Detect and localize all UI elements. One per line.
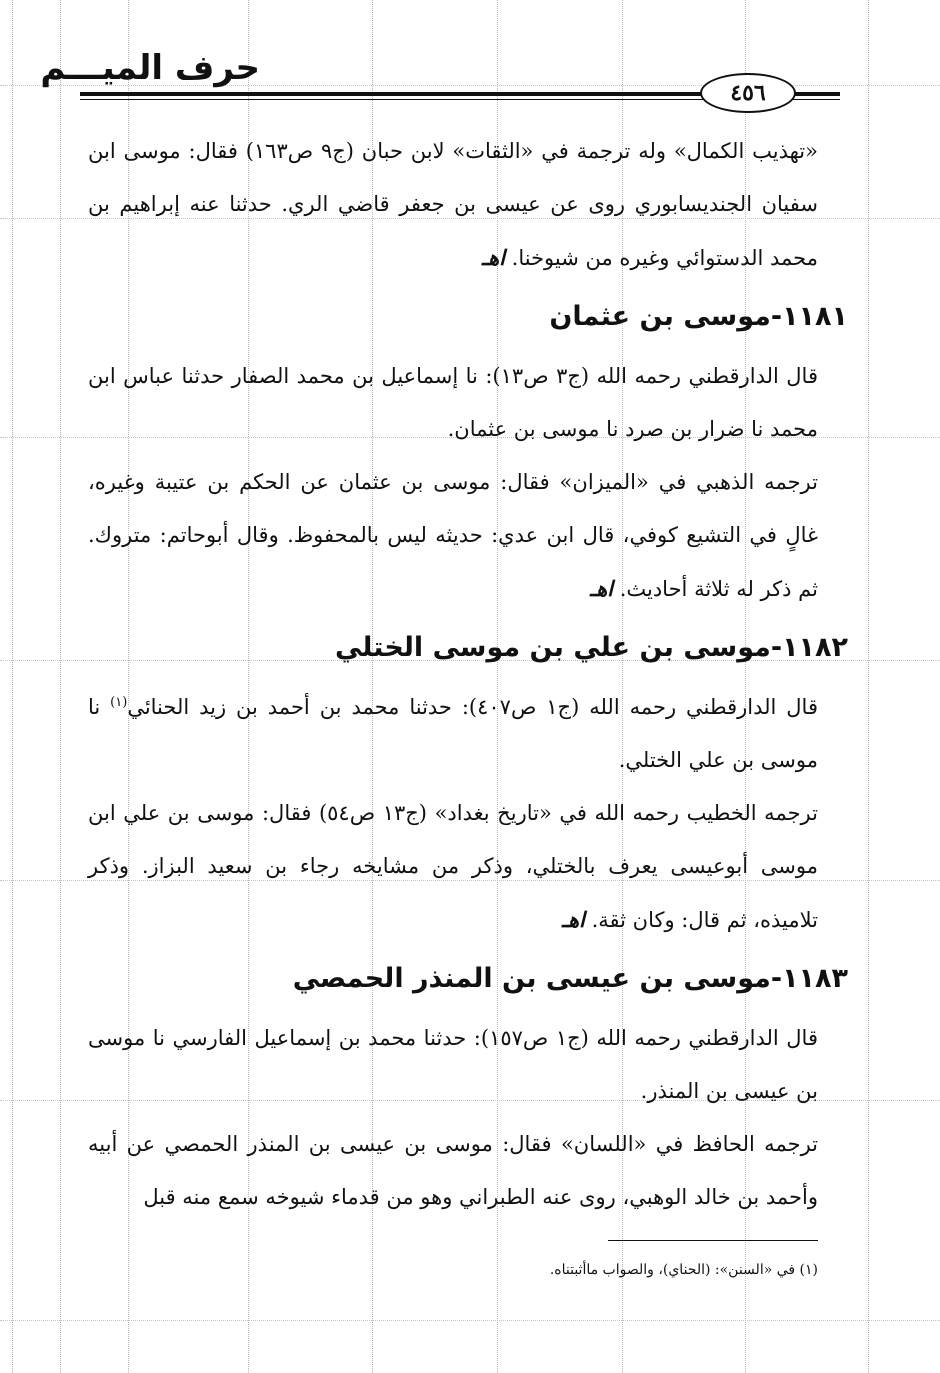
entry-paragraph (88, 681, 818, 787)
entry-paragraph (88, 787, 818, 947)
paragraph-text: نا موسى بن علي الختلي. (88, 695, 818, 772)
paragraph-text: قال الدارقطني رحمه الله (ج١ ص٤٠٧): حدثنا محمد بن أحمد بن زيد الحنائي (127, 695, 818, 719)
paragraph-text: ترجمه الذهبي في «الميزان» فقال: موسى بن عثمان عن الحكم بن عتيبة وغيره، غالٍ في التشيع كوفي، قال ابن عدي: حديثه ليس بالمحفوظ. وقال أبوحاتم: متروك. ثم ذكر له ثلاثة أحاديث. (88, 470, 818, 601)
scan-guide-line (60, 0, 61, 1373)
end-marker: اهـ (561, 907, 585, 932)
paragraph-text: ترجمه الخطيب رحمه الله في «تاريخ بغداد» (ج١٣ ص٥٤) فقال: موسى بن علي ابن موسى أبوعيسى يعرف بالختلي، وذكر من مشايخه رجاء بن سعيد البزاز. وذكر تلاميذه، ثم قال: وكان ثقة. (88, 801, 818, 932)
footnote-reference[interactable]: (١) (110, 695, 128, 710)
entry-heading-1182: ١١٨٢-موسى بن علي بن موسى الختلي (334, 632, 848, 663)
page-body (88, 125, 848, 1224)
entry-paragraph: ترجمه الحافظ في «اللسان» فقال: موسى بن عيسى بن المنذر الحمصي عن أبيه وأحمد بن خالد الوهبي، روى عنه الطبراني وهو من قدماء شيوخه سمع منه قبل (88, 1132, 818, 1209)
footnote-separator (608, 1240, 818, 1241)
end-marker: اهـ (589, 576, 613, 601)
continuation-paragraph (88, 125, 818, 285)
page-number: ٤٥٦ (700, 73, 796, 113)
scan-guide-line (868, 0, 869, 1373)
entry-paragraph: قال الدارقطني رحمه الله (ج١ ص١٥٧): حدثنا محمد بن إسماعيل الفارسي نا موسى بن عيسى بن المنذر. (88, 1026, 818, 1103)
entry-heading-1183: ١١٨٣-موسى بن عيسى بن المنذر الحمصي (292, 963, 848, 994)
scan-guide-line (12, 0, 13, 1373)
entry-paragraph: قال الدارقطني رحمه الله (ج٣ ص١٣): نا إسماعيل بن محمد الصفار حدثنا عباس ابن محمد نا ضرار بن صرد نا موسى بن عثمان. (88, 364, 818, 441)
chapter-title: حرف الميـــم (40, 48, 260, 88)
paragraph-text: «تهذيب الكمال» وله ترجمة في «الثقات» لابن حبان (ج٩ ص١٦٣) فقال: موسى ابن سفيان الجنديسابوري روى عن عيسى بن جعفر قاضي الري. حدثنا عنه إبراهيم بن محمد الدستوائي وغيره من شيوخنا. (88, 139, 818, 270)
entry-heading-1181: ١١٨١-موسى بن عثمان (549, 301, 848, 332)
end-marker: اهـ (481, 245, 505, 270)
scan-guide-line (0, 1320, 940, 1321)
footnote: (١) في «السنن»: (الحناي)، والصواب ماأثبتناه. (549, 1262, 818, 1278)
entry-paragraph (88, 456, 818, 616)
page-header (40, 40, 840, 120)
